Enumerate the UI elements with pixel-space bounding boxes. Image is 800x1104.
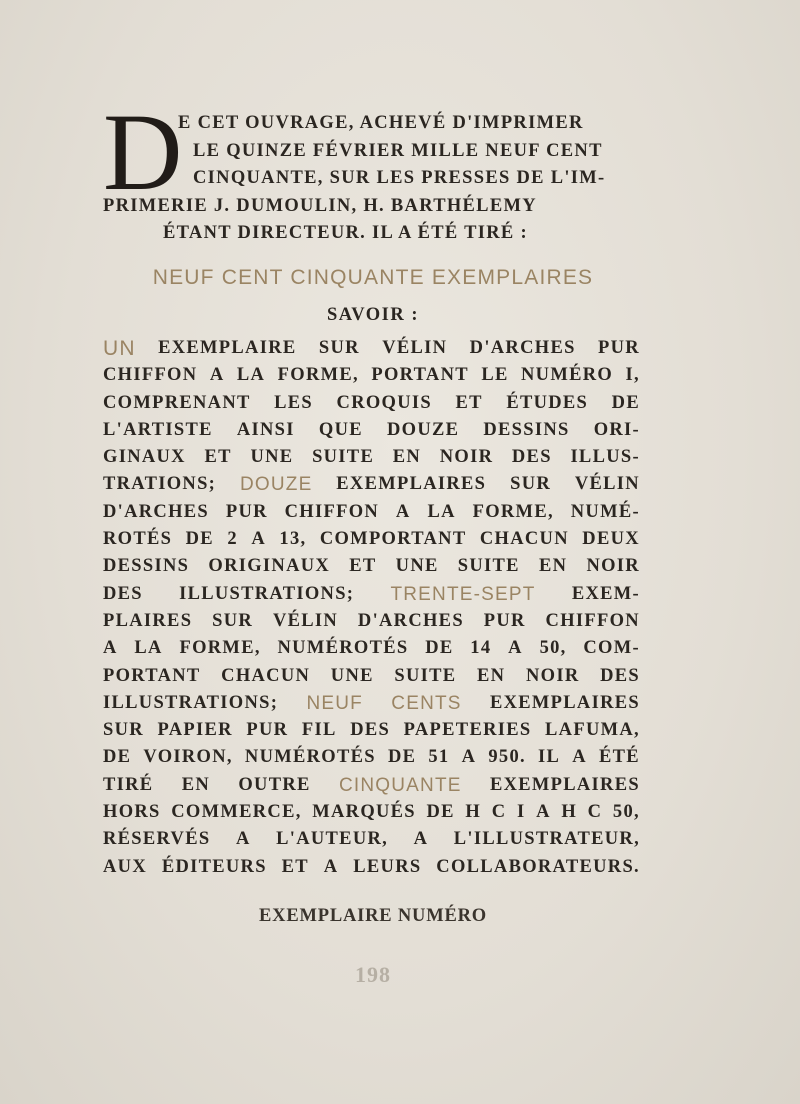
body-word: IL bbox=[538, 747, 561, 768]
body-line bbox=[103, 471, 640, 498]
body-word: 950. bbox=[488, 747, 526, 768]
body-word: ÉDITEURS bbox=[161, 856, 267, 877]
body-word: A bbox=[536, 802, 551, 823]
body-word: RÉSERVÉS bbox=[103, 829, 211, 850]
highlight-count: UN bbox=[103, 337, 136, 360]
body-word: AINSI bbox=[236, 419, 295, 440]
body-word: A bbox=[572, 747, 587, 768]
body-word: VÉLIN bbox=[382, 338, 448, 358]
body-word: LA bbox=[134, 638, 163, 659]
body-word: A bbox=[103, 638, 118, 659]
body-word: D'ARCHES bbox=[103, 501, 209, 522]
body-line bbox=[103, 744, 640, 771]
body-word: DE bbox=[185, 529, 214, 550]
body-word: NUMÉROTÉS bbox=[244, 747, 376, 768]
highlight-count: DOUZE bbox=[239, 474, 313, 496]
body-word: FORME, bbox=[472, 501, 554, 522]
body-line bbox=[103, 390, 640, 417]
body-word: SUITE bbox=[312, 447, 375, 468]
body-word: VÉLIN bbox=[272, 610, 339, 631]
body-word: 14 bbox=[470, 638, 492, 659]
body-line bbox=[103, 362, 640, 389]
body-word: HORS bbox=[103, 802, 161, 823]
body-word: ILLUSTRATIONS; bbox=[179, 583, 355, 604]
body-word: ET bbox=[281, 856, 309, 877]
body-word: LA bbox=[236, 365, 266, 386]
body-word: NOIR bbox=[525, 665, 580, 686]
body-word: QUE bbox=[318, 419, 363, 440]
body-word: A bbox=[323, 856, 339, 877]
body-word: D'ARCHES bbox=[357, 610, 464, 631]
body-word: SUITE bbox=[394, 665, 457, 686]
body-word: PUR bbox=[246, 720, 289, 741]
body-word: UNE bbox=[330, 665, 374, 686]
body-word: 51 bbox=[428, 747, 450, 768]
body-word: 2 bbox=[227, 529, 238, 550]
body-word: COM- bbox=[583, 638, 640, 659]
body-word: C bbox=[587, 802, 603, 823]
body-word: ILLUS- bbox=[570, 447, 640, 468]
body-word: COMPORTANT bbox=[319, 529, 467, 550]
body-line bbox=[103, 499, 640, 526]
savoir-label: SAVOIR : bbox=[327, 305, 419, 325]
body-line bbox=[103, 635, 640, 662]
body-line bbox=[103, 526, 640, 553]
body-word: NOIR bbox=[586, 556, 640, 577]
body-word: CHACUN bbox=[221, 665, 311, 686]
body-word: DOUZE bbox=[386, 419, 460, 440]
body-word: COMPRENANT bbox=[103, 392, 251, 413]
highlight-count: CINQUANTE bbox=[338, 774, 462, 796]
intro-line-4: PRIMERIE J. DUMOULIN, H. BARTHÉLEMY bbox=[103, 195, 537, 216]
highlight-count: TRENTE-SEPT bbox=[390, 583, 536, 605]
body-word: 50, bbox=[612, 802, 640, 823]
highlight-count: CENTS bbox=[391, 692, 462, 714]
body-word: SUR bbox=[103, 720, 144, 741]
body-word: LA bbox=[427, 501, 456, 522]
body-word: NUMÉRO bbox=[521, 365, 614, 386]
intro-line-2: LE QUINZE FÉVRIER MILLE NEUF CENT bbox=[193, 140, 603, 161]
body-word: 50, bbox=[539, 638, 567, 659]
edition-details bbox=[103, 335, 640, 881]
body-word: PUR bbox=[225, 501, 268, 522]
body-word: SUR bbox=[212, 610, 254, 631]
body-line bbox=[103, 444, 640, 471]
body-word: SUR bbox=[318, 338, 360, 358]
body-word: EXEMPLAIRES bbox=[489, 774, 640, 795]
body-word: EXEMPLAIRE bbox=[158, 338, 297, 358]
body-line bbox=[103, 663, 640, 690]
body-line bbox=[103, 581, 640, 608]
body-word: DE bbox=[426, 802, 455, 823]
body-word: PAPETERIES bbox=[403, 720, 532, 741]
body-word: PLAIRES bbox=[103, 610, 193, 631]
body-word: I, bbox=[625, 365, 640, 386]
body-word: CHACUN bbox=[479, 529, 569, 550]
body-word: EXEMPLAIRES bbox=[489, 692, 640, 713]
body-word: TIRÉ bbox=[103, 774, 154, 795]
body-word: FORME, bbox=[179, 638, 261, 659]
body-word: FIL bbox=[301, 720, 337, 741]
body-word: GINAUX bbox=[103, 447, 186, 468]
body-word: EN bbox=[538, 556, 568, 577]
body-word: LAFUMA, bbox=[545, 720, 640, 741]
body-word: DES bbox=[350, 720, 391, 741]
body-word: CROQUIS bbox=[336, 392, 432, 413]
body-line bbox=[103, 717, 640, 744]
body-word: NUMÉROTÉS bbox=[277, 638, 409, 659]
body-word: PORTANT bbox=[371, 365, 469, 386]
intro-line-3: CINQUANTE, SUR LES PRESSES DE L'IM- bbox=[193, 168, 606, 188]
body-word: L'ARTISTE bbox=[103, 419, 213, 440]
body-word: ET bbox=[455, 392, 483, 413]
body-word: AUX bbox=[103, 856, 147, 877]
body-word: DES bbox=[511, 447, 552, 468]
intro-line-1: E CET OUVRAGE, ACHEVÉ D'IMPRIMER bbox=[178, 113, 584, 133]
body-word: NUMÉ- bbox=[570, 501, 640, 522]
body-line bbox=[103, 335, 640, 362]
body-word: DE bbox=[103, 747, 132, 768]
highlight-count: NEUF bbox=[306, 692, 363, 714]
body-word: A bbox=[235, 829, 251, 850]
body-line bbox=[103, 417, 640, 444]
body-word: TRATIONS; bbox=[103, 474, 217, 495]
body-line bbox=[103, 826, 640, 853]
body-word: A bbox=[395, 501, 411, 522]
body-word: ET bbox=[349, 556, 377, 577]
body-word: ÉTUDES bbox=[506, 392, 589, 413]
body-word: I bbox=[516, 802, 526, 823]
body-word: VÉLIN bbox=[574, 474, 640, 495]
exemplaire-number: 198 bbox=[355, 962, 391, 987]
drop-cap: D bbox=[103, 91, 183, 213]
body-word: OUTRE bbox=[238, 774, 311, 795]
body-word: A bbox=[461, 747, 477, 768]
body-word: A bbox=[251, 529, 266, 550]
body-word: C bbox=[491, 802, 507, 823]
body-word: DE bbox=[425, 638, 454, 659]
body-word: H bbox=[465, 802, 482, 823]
colophon-intro bbox=[103, 91, 643, 248]
body-word: EXEMPLAIRES bbox=[336, 474, 487, 495]
body-word: CHIFFON bbox=[545, 610, 640, 631]
body-word: ORI- bbox=[593, 419, 640, 440]
body-word: COMMERCE, bbox=[171, 802, 302, 823]
body-word: ROTÉS bbox=[103, 529, 173, 550]
body-word: EXEM- bbox=[571, 583, 640, 604]
intro-line-5: ÉTANT DIRECTEUR. IL A ÉTÉ TIRÉ : bbox=[163, 223, 528, 243]
body-word: UNE bbox=[395, 556, 439, 577]
body-line bbox=[103, 553, 640, 580]
body-word: CHIFFON bbox=[284, 501, 380, 522]
body-word: FORME, bbox=[277, 365, 359, 386]
body-word: A bbox=[209, 365, 225, 386]
body-word: VOIRON, bbox=[143, 747, 233, 768]
body-word: LEURS bbox=[353, 856, 422, 877]
body-word: DES bbox=[103, 583, 143, 604]
body-word: DE bbox=[387, 747, 417, 768]
body-word: D'ARCHES bbox=[469, 338, 576, 358]
body-word: L'ILLUSTRATEUR, bbox=[453, 829, 640, 850]
body-line bbox=[103, 772, 640, 799]
body-word: 13, bbox=[279, 529, 307, 550]
body-word: EN bbox=[181, 774, 211, 795]
body-word: CHIFFON bbox=[103, 365, 198, 386]
body-word: EN bbox=[392, 447, 422, 468]
body-word: DESSINS bbox=[483, 419, 570, 440]
body-word: PAPIER bbox=[157, 720, 233, 741]
body-word: DESSINS bbox=[103, 556, 190, 577]
body-line bbox=[103, 854, 640, 881]
body-line bbox=[103, 608, 640, 635]
body-word: UNE bbox=[250, 447, 294, 468]
body-word: LES bbox=[274, 392, 314, 413]
body-line bbox=[103, 799, 640, 826]
body-word: LE bbox=[481, 365, 509, 386]
body-word: NOIR bbox=[439, 447, 494, 468]
body-word: L'AUTEUR, bbox=[276, 829, 389, 850]
body-word: ILLUSTRATIONS; bbox=[103, 692, 279, 713]
body-word: EN bbox=[477, 665, 506, 686]
body-word: DE bbox=[611, 392, 640, 413]
body-word: PORTANT bbox=[103, 665, 201, 686]
body-word: SUITE bbox=[457, 556, 520, 577]
body-word: DES bbox=[600, 665, 640, 686]
body-line bbox=[103, 690, 640, 717]
body-word: PUR bbox=[598, 338, 640, 358]
body-word: SUR bbox=[510, 474, 552, 495]
body-word: H bbox=[561, 802, 578, 823]
body-word: PUR bbox=[483, 610, 526, 631]
body-word: DEUX bbox=[582, 529, 640, 550]
body-word: ÉTÉ bbox=[599, 747, 640, 768]
body-word: A bbox=[413, 829, 429, 850]
body-word: A bbox=[508, 638, 523, 659]
body-word: ORIGINAUX bbox=[208, 556, 331, 577]
exemplaire-label: EXEMPLAIRE NUMÉRO bbox=[259, 906, 487, 926]
body-word: MARQUÉS bbox=[312, 802, 416, 823]
edition-count-headline: NEUF CENT CINQUANTE EXEMPLAIRES bbox=[152, 266, 594, 289]
body-word: ET bbox=[204, 447, 232, 468]
body-word: COLLABORATEURS. bbox=[436, 856, 640, 877]
